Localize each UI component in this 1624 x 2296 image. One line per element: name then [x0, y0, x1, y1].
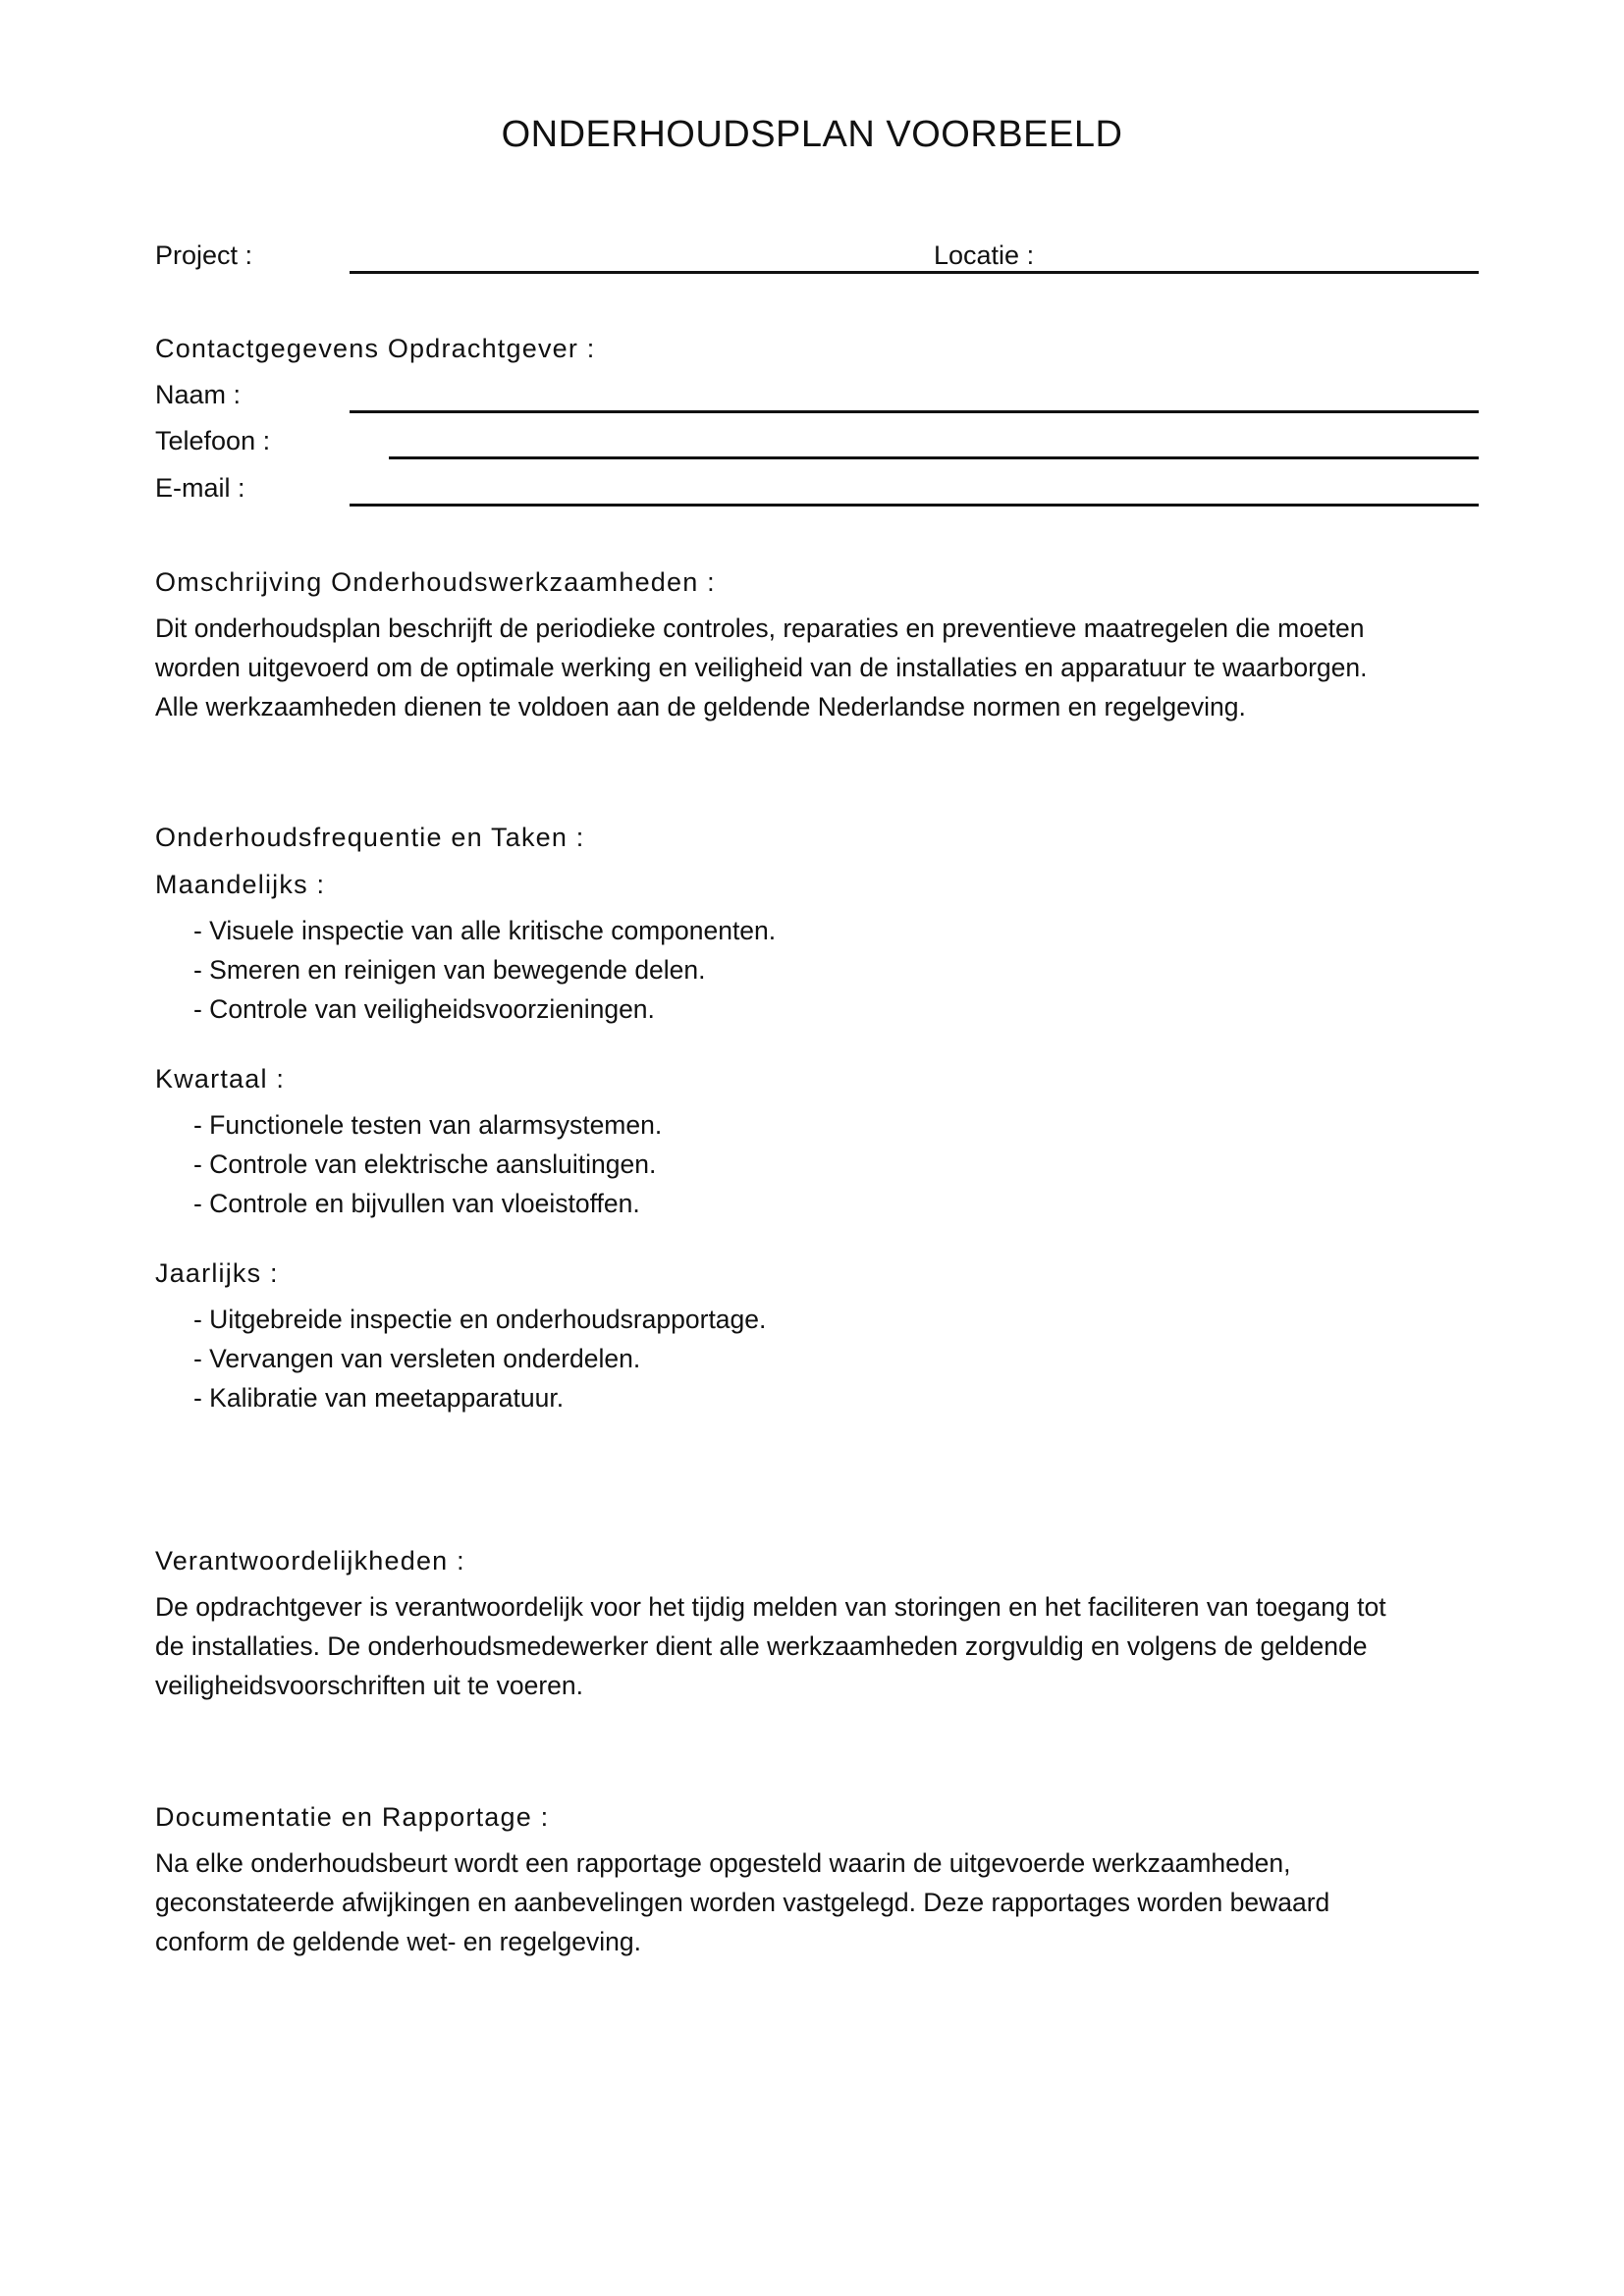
list-item: - Smeren en reinigen van bewegende delen.: [193, 955, 706, 985]
telefoon-label: Telefoon :: [155, 426, 271, 455]
jaarlijks-label: Jaarlijks :: [155, 1258, 279, 1288]
list-item: - Functionele testen van alarmsystemen.: [193, 1110, 663, 1140]
email-label: E-mail :: [155, 473, 245, 503]
locatie-label: Locatie :: [934, 240, 1035, 270]
list-item: - Uitgebreide inspectie en onderhoudsrapportage.: [193, 1305, 767, 1334]
paragraph-line: geconstateerde afwijkingen en aanbevelingen worden vastgelegd. Deze rapportages worden bewaard: [155, 1888, 1330, 1917]
verantwoordelijkheden-paragraph: [155, 1587, 1530, 1705]
maandelijks-label: Maandelijks :: [155, 870, 326, 899]
email-line[interactable]: [350, 504, 1479, 507]
documentatie-paragraph: [155, 1843, 1530, 1961]
verantwoordelijkheden-heading: Verantwoordelijkheden :: [155, 1546, 465, 1575]
paragraph-line: worden uitgevoerd om de optimale werking en veiligheid van de installaties en apparatuur te waarborgen.: [155, 653, 1368, 682]
list-item: - Kalibratie van meetapparatuur.: [193, 1383, 565, 1413]
naam-line[interactable]: [350, 410, 1479, 413]
paragraph-line: Alle werkzaamheden dienen te voldoen aan de geldende Nederlandse normen en regelgeving.: [155, 692, 1246, 721]
paragraph-line: veiligheidsvoorschriften uit te voeren.: [155, 1671, 584, 1700]
project-label: Project :: [155, 240, 253, 270]
list-item: - Controle van veiligheidsvoorzieningen.: [193, 994, 655, 1024]
paragraph-line: de installaties. De onderhoudsmedewerker dient alle werkzaamheden zorgvuldig en volgens de geldende: [155, 1631, 1368, 1661]
list-item: - Vervangen van versleten onderdelen.: [193, 1344, 641, 1373]
paragraph-line: Na elke onderhoudsbeurt wordt een rapportage opgesteld waarin de uitgevoerde werkzaamheden,: [155, 1848, 1291, 1878]
project-line[interactable]: [350, 271, 1479, 274]
list-item: - Controle van elektrische aansluitingen.: [193, 1149, 657, 1179]
telefoon-line[interactable]: [389, 456, 1479, 459]
kwartaal-list: [193, 1105, 662, 1223]
jaarlijks-list: [193, 1300, 766, 1417]
omschrijving-heading: Omschrijving Onderhoudswerkzaamheden :: [155, 567, 716, 597]
maandelijks-list: [193, 911, 776, 1029]
omschrijving-paragraph: [155, 609, 1530, 726]
paragraph-line: Dit onderhoudsplan beschrijft de periodieke controles, reparaties en preventieve maatregelen die moeten: [155, 614, 1365, 643]
list-item: - Visuele inspectie van alle kritische componenten.: [193, 916, 777, 945]
contact-heading: Contactgegevens Opdrachtgever :: [155, 334, 596, 363]
kwartaal-label: Kwartaal :: [155, 1064, 286, 1094]
list-item: - Controle en bijvullen van vloeistoffen.: [193, 1189, 640, 1218]
paragraph-line: conform de geldende wet- en regelgeving.: [155, 1927, 641, 1956]
naam-label: Naam :: [155, 380, 242, 409]
paragraph-line: De opdrachtgever is verantwoordelijk voor het tijdig melden van storingen en het faciliteren van toegang tot: [155, 1592, 1386, 1622]
documentatie-heading: Documentatie en Rapportage :: [155, 1802, 550, 1832]
page-title: ONDERHOUDSPLAN VOORBEELD: [501, 114, 1123, 155]
frequentie-heading: Onderhoudsfrequentie en Taken :: [155, 823, 585, 852]
